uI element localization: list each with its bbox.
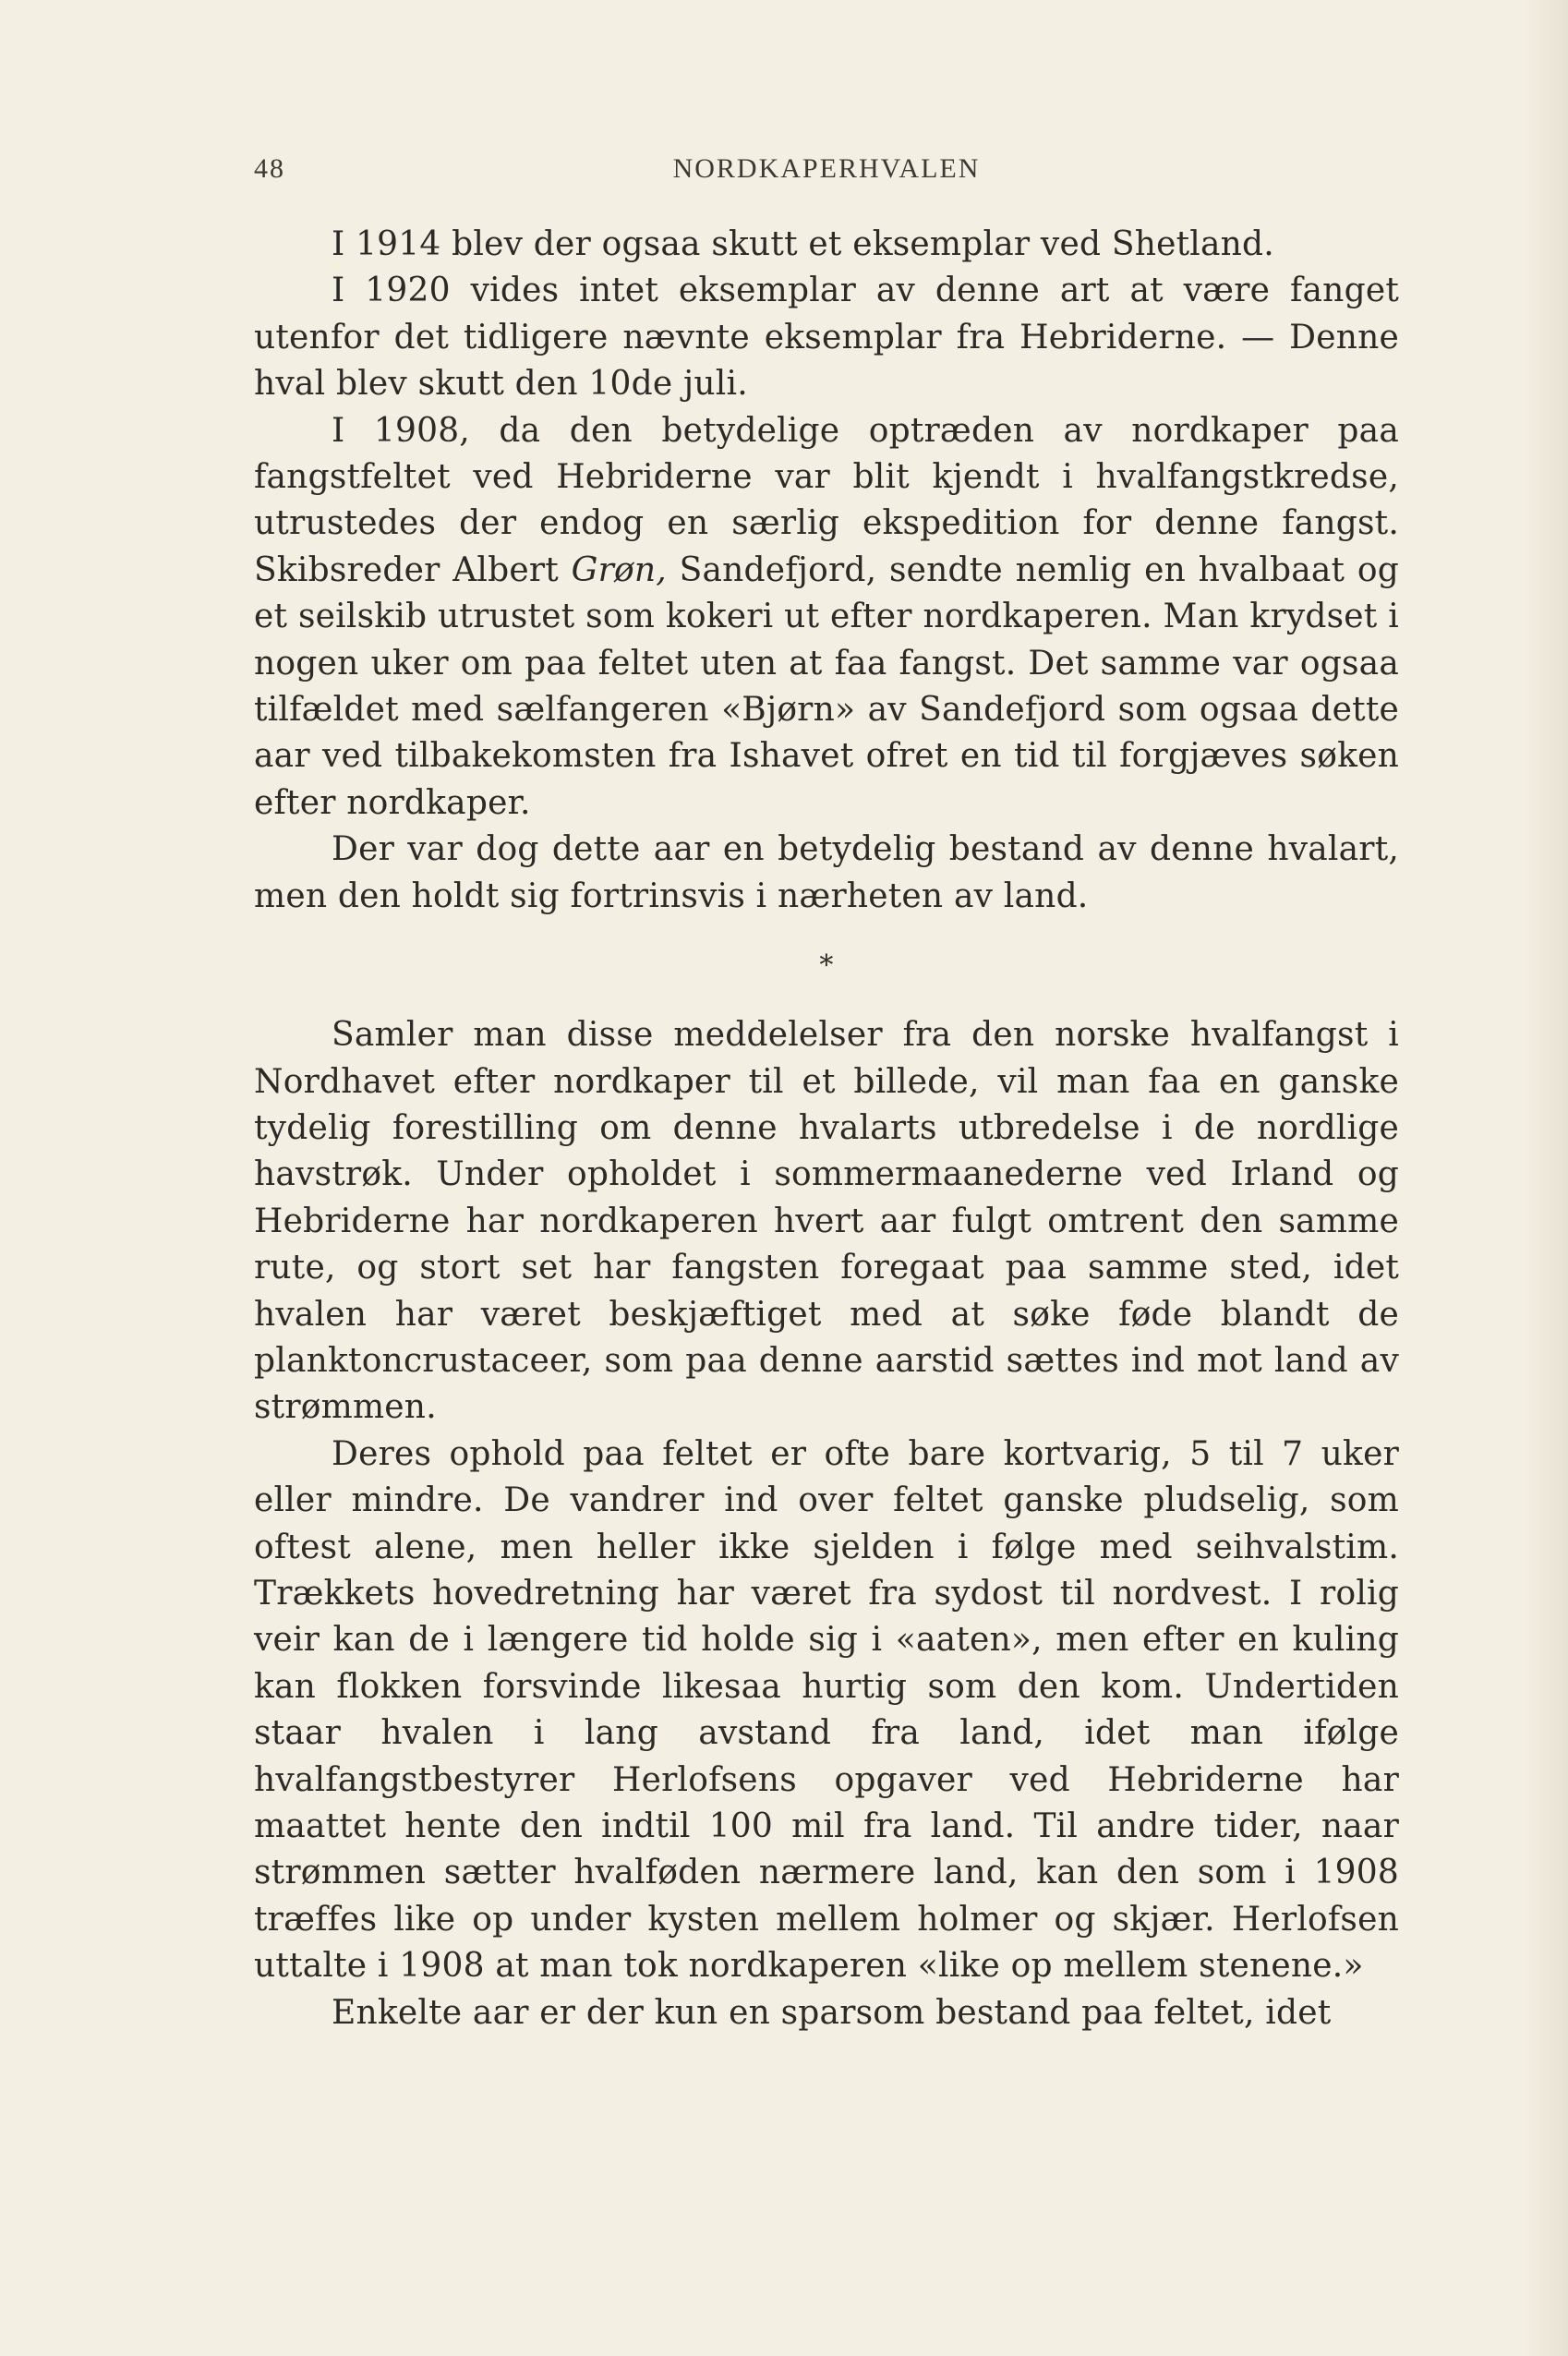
paragraph-1908-expedition — [254, 408, 1399, 828]
paragraph-1920: I 1920 vides intet eksemplar av denne art at være fanget utenfor det tidligere nævnte eksemplar fra Hebriderne. — Denne hval blev skutt den 10de juli. — [254, 272, 1399, 404]
paragraph-1908-text-a: I 1908, da den betydelige optræden av nordkaper paa fangstfeltet ved Hebriderne var blit kjendt i hvalfangstkredse, utrustedes der endog en særlig ekspedition for denne fangst. Skibsreder Albert — [254, 411, 1399, 589]
page-number: 48 — [254, 153, 285, 184]
section-separator-asterisk: * — [819, 949, 834, 983]
running-head — [254, 153, 1399, 190]
paragraph-stay-on-field: Deres ophold paa feltet er ofte bare kortvarig, 5 til 7 uker eller mindre. De vandrer ind over feltet ganske pludselig, som oftest alene, men heller ikke sjelden i følge med seihvalstim. Trækkets hovedretning har været fra sydost til nordvest. I rolig veir kan de i længere tid holde sig i «aaten», men efter en kuling kan flokken forsvinde likesaa hurtig som den kom. Undertiden staar hvalen i lang avstand fra land, idet man ifølge hvalfangstbestyrer Herlofsens opgaver ved Hebriderne har maattet hente den indtil 100 mil fra land. Til andre tider, naar strømmen sætter hvalføden nærmere land, kan den som i 1908 træffes like op under kysten mellem holmer og skjær. Herlofsen uttalte i 1908 at man tok nordkaperen «like op mellem stenene.» — [254, 1434, 1399, 1986]
paragraph-sparse-years: Enkelte aar er der kun en sparsom bestand paa feltet, idet — [332, 1993, 1332, 2032]
paragraph-stock-near-land: Der var dog dette aar en betydelig bestand av denne hvalart, men den holdt sig fortrinsvis i nærheten av land. — [254, 830, 1399, 915]
paragraph-1908-text-b: Sandefjord, sendte nemlig en hvalbaat og et seilskib utrustet som kokeri ut efter nordkaperen. Man krydset i nogen uker om paa feltet uten at faa fangst. Det samme var ogsaa tilfældet med sælfangeren «Bjørn» av Sandefjord som ogsaa dette aar ved tilbakekomsten fra Ishavet ofret en tid til forgjæves søken efter nordkaper. — [254, 550, 1399, 822]
paragraph-shetland-1914: I 1914 blev der ogsaa skutt et eksemplar ved Shetland. — [332, 225, 1274, 263]
running-title: NORDKAPERHVALEN — [672, 153, 981, 184]
page-edge-shadow — [1522, 0, 1568, 2356]
paragraph-distribution-summary: Samler man disse meddelelser fra den norske hvalfangst i Nordhavet efter nordkaper til et billede, vil man faa en ganske tydelig forestilling om denne hvalarts utbredelse i de nordlige havstrøk. Under opholdet i sommermaanederne ved Irland og Hebriderne har nordkaperen hvert aar fulgt omtrent den samme rute, og stort set har fangsten foregaat paa samme sted, idet hvalen har været beskjæftiget med at søke føde blandt de planktoncrustaceer, som paa denne aarstid sættes ind mot land av strømmen. — [254, 1016, 1399, 1427]
body-text — [254, 222, 1399, 2036]
person-name-gron: Grøn, — [571, 550, 667, 589]
